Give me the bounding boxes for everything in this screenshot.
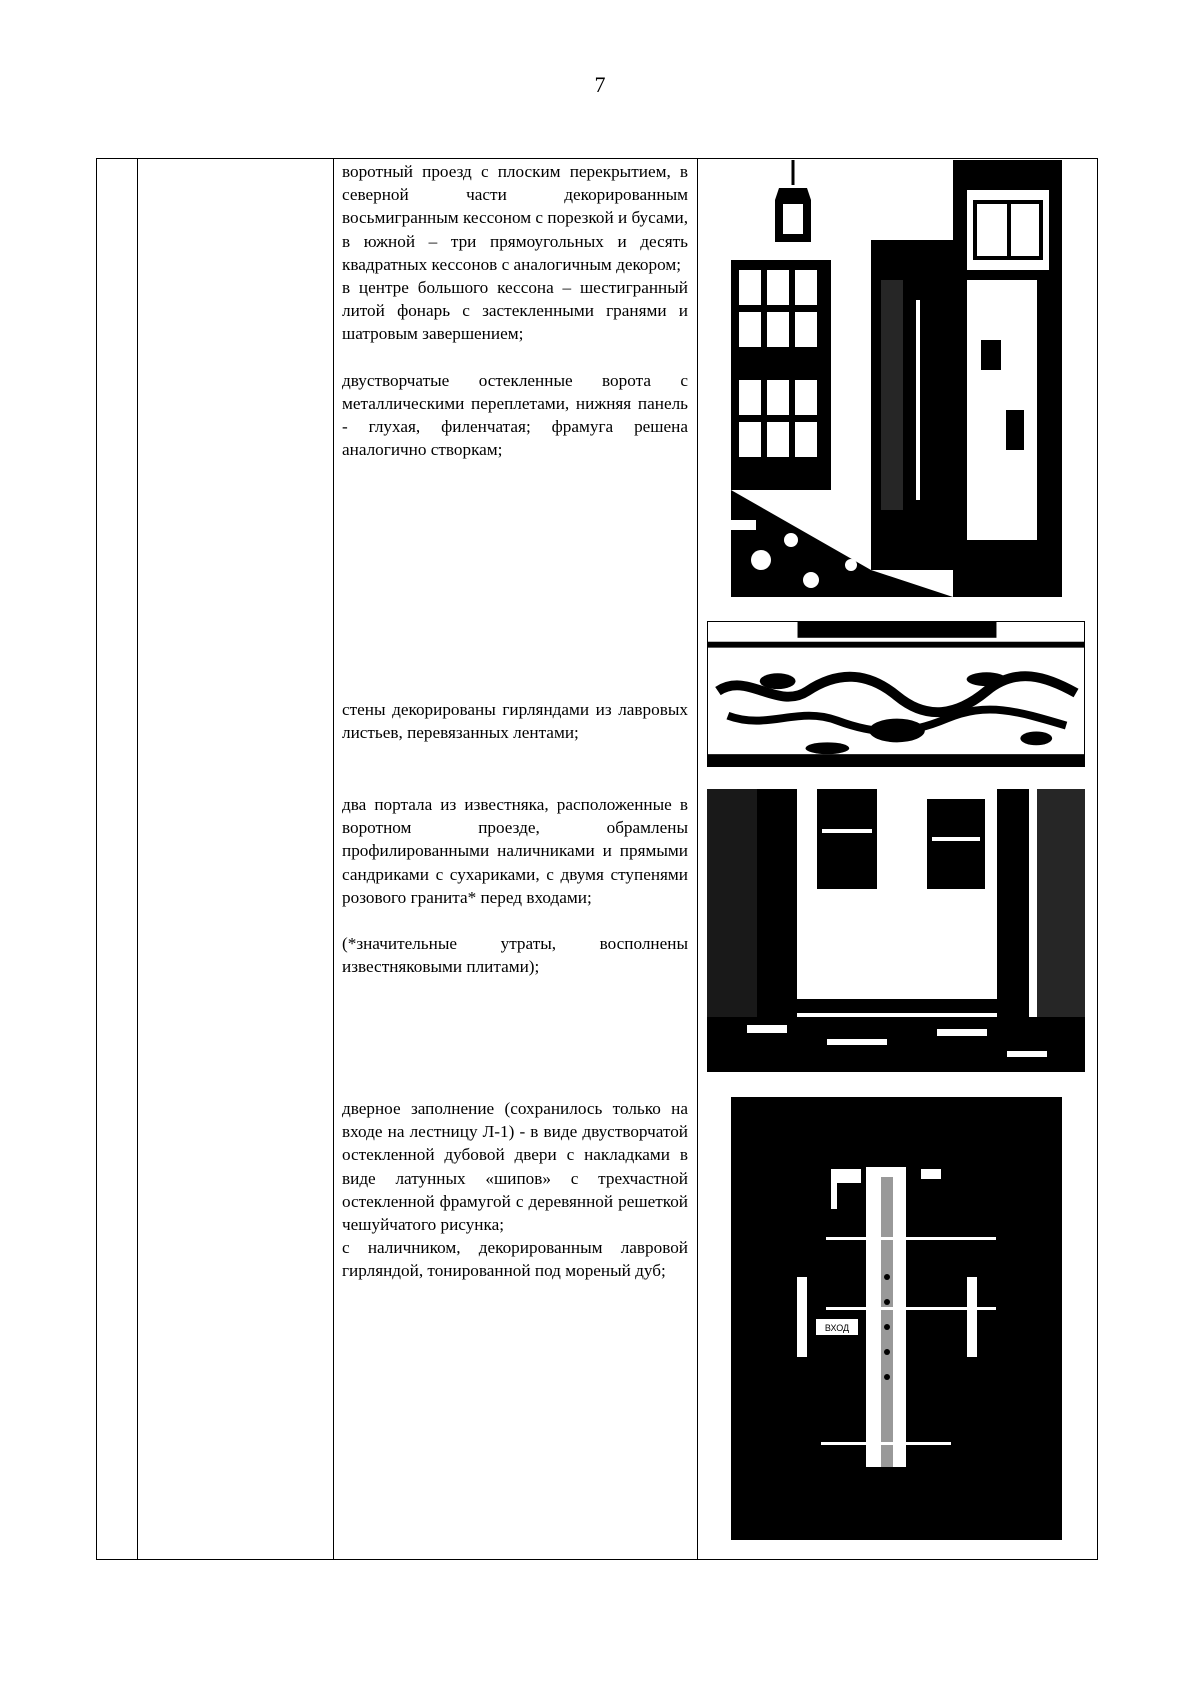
door-sign-text: ВХОД — [824, 1323, 850, 1333]
page-number: 7 — [594, 72, 606, 97]
paragraph-losses-note: (*значительные утраты, восполнены известняковыми плитами); — [342, 934, 688, 977]
table-column-divider — [333, 158, 334, 1560]
paragraph-door-casing: с наличником, декорированным лавровой гирляндой, тонированной под мореный дуб; — [342, 1238, 688, 1281]
paragraph-lantern: в центре большого кессона – шестигранный литой фонарь с застекленными гранями и шатровым завершением; — [342, 278, 688, 344]
text-block-door — [342, 1097, 688, 1283]
photo-gate-passage — [731, 160, 1062, 597]
paragraph-garlands: стены декорированы гирляндами из лавровых листьев, перевязанных лентами; — [342, 700, 688, 743]
paragraph-door-fill: дверное заполнение (сохранилось только на входе на лестницу Л-1) - в виде двустворчатой остекленной дубовой двери с накладками в виде латунных «шипов» с трехчастной остекленной фрамугой с деревянной решеткой чешуйчатого рисунка; — [342, 1099, 688, 1235]
table-column-divider — [137, 158, 138, 1560]
photo-oak-door — [731, 1097, 1062, 1540]
photo-portals — [707, 789, 1085, 1072]
text-block-walls — [342, 698, 688, 744]
paragraph-portals: два портала из известняка, расположенные в воротном проезде, обрамлены профилированными наличниками и прямыми сандриками с сухариками, с двумя ступенями розового гранита* перед входами; — [342, 795, 688, 907]
text-block-gate-passage — [342, 160, 688, 461]
paragraph-ceiling: воротный проезд с плоским перекрытием, в северной части декорированным восьмигранным кессоном с порезкой и бусами, в южной – три прямоугольных и десять квадратных кессонов с аналогичным декором; — [342, 162, 688, 274]
paragraph-gates: двустворчатые остекленные ворота с металлическими переплетами, нижняя панель - глухая, филенчатая; фрамуга решена аналогично створкам; — [342, 370, 688, 460]
text-block-portals — [342, 793, 688, 978]
table-column-divider — [697, 158, 698, 1560]
photo-wall-garlands — [707, 621, 1085, 767]
